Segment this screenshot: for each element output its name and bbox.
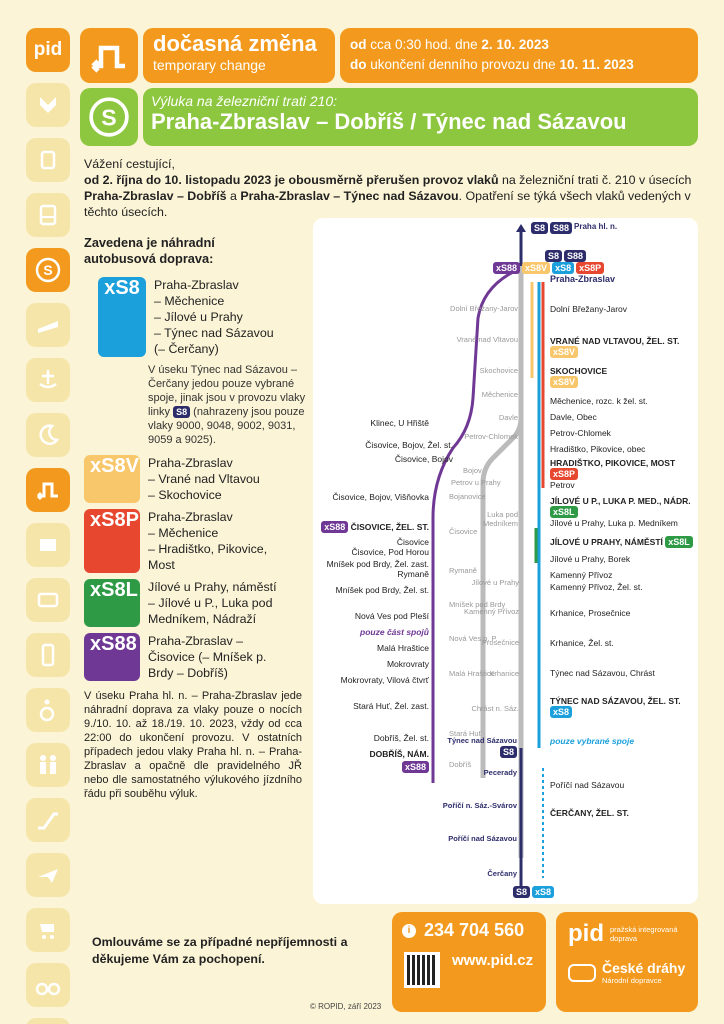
copyright: © ROPID, září 2023 [310, 1002, 382, 1011]
left-stops-3 [313, 492, 429, 773]
badge-xs88: xS88 [84, 633, 140, 681]
rail-station: Čisovice [449, 527, 478, 536]
arrow-north-icon [516, 224, 526, 232]
rail-station: Kamenný Přívoz [463, 607, 519, 616]
zbraslav-badges-top [545, 250, 586, 262]
bojov-label: Bojov [463, 466, 482, 475]
station-label: Pecerady [483, 768, 517, 777]
stop-label: Čisovice, Bojov, Žel. st. [365, 440, 453, 450]
stop-label: Krhanice, Prosečnice [550, 608, 631, 618]
stop-label: Mokrovraty, Vilová čtvrť [340, 675, 429, 685]
rail-station: Prosečnice [481, 638, 519, 647]
rail-station: Skochovice [479, 366, 518, 375]
intro-bold-3: Praha-Zbraslav – Týnec nad Sázavou [240, 189, 459, 203]
service-text: Jílové u Prahy, náměstí – Jílové u P., Luka pod Medníkem, Nádraží [148, 580, 277, 626]
cd-name: České dráhy [602, 960, 686, 976]
cd-brand [568, 960, 685, 985]
service-xs8l [84, 579, 310, 627]
closure-line-label: Výluka na železniční trati 210: [151, 93, 337, 109]
rail-station: Dobříš [449, 760, 472, 769]
stop-label: Nová Ves pod Pleší [354, 611, 429, 621]
lower-stations [433, 736, 517, 878]
intro-text-3: . Opatření se týká všech vlaků vedených v těchto úsecích. [84, 189, 691, 219]
od-label: od [350, 37, 367, 52]
title-en: temporary change [153, 57, 266, 73]
detour-icon [26, 468, 70, 512]
card-icon [26, 578, 70, 622]
route-map [313, 218, 698, 904]
apology: Omlouváme se za případné nepříjemnosti a děkujeme Vám za pochopení. [92, 935, 348, 966]
rail-station: Vrané nad Vltavou [456, 335, 518, 344]
right-stops [550, 304, 696, 818]
stroller-icon [26, 908, 70, 952]
rail-station: Krhanice [489, 669, 519, 678]
xs8v-tag: xS8V [550, 376, 578, 388]
stop-label: Jílové u Prahy, Borek [550, 554, 631, 564]
xs8v-tag: xS8V [550, 346, 578, 358]
stop-label: Davle, Obec [550, 412, 597, 422]
detour-icon [89, 36, 129, 76]
service-xs88 [84, 633, 310, 681]
ferry-icon [26, 358, 70, 402]
phone-row [402, 920, 524, 941]
ticket-icon [26, 523, 70, 567]
s88-tag: S88 [564, 250, 586, 262]
xs8l-tag: xS8L [665, 536, 693, 548]
stop-label: Malá Hraštice [377, 643, 429, 653]
svg-text:S: S [43, 262, 53, 278]
replacement-section [84, 235, 310, 801]
tram-icon [26, 138, 70, 182]
stop-label: VRANÉ NAD VLTAVOU, ŽEL. ST. [550, 336, 680, 346]
xs8p-tag-wrap [550, 468, 696, 480]
rail-labels-s8-lower [461, 578, 519, 713]
service-text: Praha-Zbraslav – Měchenice – Jílové u Prahy – Týnec nad Sázavou (– Čerčany) [154, 278, 274, 356]
rail-station: Chrást n. Sáz. [471, 704, 519, 713]
station-label: Týnec nad Sázavou [447, 736, 517, 745]
qr-code-icon [404, 952, 440, 988]
rail-station: Mníšek pod Brdy [449, 600, 506, 609]
s8-tag: S8 [531, 222, 548, 234]
xs88-end-tag-wrap [313, 761, 429, 773]
luka-label: Luka pod Medníkem [482, 510, 518, 528]
jilove-namesti [550, 536, 696, 548]
rail-station: Malá Hraštice [449, 669, 495, 678]
phone-number[interactable]: 234 704 560 [424, 920, 525, 940]
pid-subtitle: pražská integrovaná doprava [610, 925, 678, 943]
greeting: Vážení cestující, [84, 157, 175, 171]
train-s-icon [88, 96, 130, 138]
intro-text-1: na železniční trati č. 210 v úsecích [498, 173, 692, 187]
info-icon: i [402, 924, 416, 938]
note-line-badge: S8 [173, 406, 190, 418]
stop-label: DOBŘÍŠ, NÁM. [369, 749, 429, 759]
service-xs8p [84, 509, 310, 573]
stop-label: Klinec, U Hřiště [370, 418, 429, 428]
s8-tag: S8 [513, 886, 530, 898]
top-badges [531, 222, 617, 234]
website-link[interactable]: www.pid.cz [452, 952, 534, 969]
operators-box [556, 912, 698, 1012]
xs8-tag: xS8 [532, 886, 554, 898]
do-label: do [350, 57, 367, 72]
selected-service-note: pouze vybrané spoje [550, 736, 635, 746]
stop-label: ČISOVICE, ŽEL. ST. [350, 522, 429, 532]
station-label: Čerčany [487, 869, 517, 878]
service-text: Praha-Zbraslav – Měchenice – Hradištko, Pikovice, Most [148, 510, 268, 572]
bottom-tags [513, 886, 554, 898]
rail-station: Petrov-Chlomek [464, 432, 518, 441]
s8-tag: S8 [500, 746, 517, 758]
stop-label: Kamenný Přívoz, Žel. st. [550, 582, 643, 592]
xs8-tag: xS8 [552, 262, 574, 274]
xs8v-tag: xS8V [522, 262, 550, 274]
service-xs8v [84, 455, 310, 503]
stop-label: SKOCHOVICE [550, 366, 608, 376]
badge-xs8v: xS8V [84, 455, 140, 503]
closure-box [143, 88, 698, 146]
service-text: Praha-Zbraslav – Vrané nad Vltavou – Skochovice [148, 456, 260, 502]
stop-label: HRADIŠTKO, PIKOVICE, MOST [550, 458, 676, 468]
xs88-tag: xS88 [321, 521, 348, 533]
intro-text-2: a [226, 189, 241, 203]
xs8p-tag: xS8P [576, 262, 604, 274]
stop-label: Jílové u Prahy, Luka p. Medníkem [550, 518, 678, 528]
station-label: Poříčí nad Sázavou [448, 834, 517, 843]
badge-xs8: xS8 [98, 277, 146, 357]
funicular-icon [26, 303, 70, 347]
service-text: Praha-Zbraslav – Čisovice (– Mníšek p. Brdy – Dobříš) [148, 634, 267, 680]
station-label: Poříčí n. Sáz.-Svárov [442, 801, 517, 810]
note-a: V úseku Týnec nad Sázavou – Čerčany jedou pouze vybrané spoje, jinak jsou v provozu vlaky linky [148, 364, 306, 418]
s8-tag-wrap [433, 746, 517, 758]
plane-icon [26, 853, 70, 897]
pid-logo: pid [26, 28, 70, 72]
stop-label: ČERČANY, ŽEL. ST. [550, 808, 629, 818]
night-icon [26, 413, 70, 457]
od-text: cca 0:30 hod. dne [370, 37, 478, 52]
service-xs8 [84, 277, 310, 357]
cisovice-zel-st [313, 521, 429, 533]
svg-text:S: S [101, 104, 117, 131]
stop-label: Kamenný Přívoz [550, 570, 613, 580]
closure-route: Praha-Zbraslav – Dobříš / Týnec nad Sázavou [151, 109, 627, 134]
do-date: 10. 11. 2023 [559, 57, 634, 72]
stop-label: Dolní Břežany-Jarov [550, 304, 628, 314]
stop-label: JÍLOVÉ U P., LUKA P. MED., NÁDR. [550, 496, 691, 506]
rail-labels-mid [451, 478, 501, 487]
wheelchair-icon [26, 688, 70, 732]
xs88-tag: xS88 [493, 262, 520, 274]
stop-label: Dobříš, Žel. st. [373, 733, 429, 743]
stop-label: Stará Huť, Žel. zast. [353, 701, 429, 711]
left-stops [317, 418, 429, 428]
rail-station: Nová Ves p. P. [449, 634, 498, 643]
stop-label: Hradištko, Pikovice, obec [550, 444, 646, 454]
escalator-icon [26, 798, 70, 842]
stop-label: Krhanice, Žel. st. [550, 638, 614, 648]
rail-station: Rymaně [449, 566, 477, 575]
detour-badge [80, 28, 138, 83]
do-text: ukončení denního provozu dne [370, 57, 556, 72]
stop-label: Měchenice, rozc. k žel. st. [550, 396, 648, 406]
stop-label: Petrov-Chlomek [550, 428, 611, 438]
rail-station: Jílové u Prahy [471, 578, 519, 587]
partial-service-note: pouze část spojů [360, 627, 429, 637]
train-icon [26, 248, 70, 292]
s88-tag: S88 [550, 222, 572, 234]
cd-text [602, 960, 685, 985]
note-b: (nahrazeny jsou pouze vlaky 9000, 9048, 9002, 9031, 9059 a 9025). [148, 406, 305, 446]
bus-icon [26, 193, 70, 237]
stop-label: Mníšek pod Brdy, Žel. st. [335, 585, 429, 595]
metro-icon [26, 83, 70, 127]
family-icon [26, 743, 70, 787]
rail-station: Stará Huť [449, 729, 482, 738]
xs8l-tag-wrap [550, 506, 696, 518]
s8-note [148, 363, 310, 447]
replacement-heading: Zavedena je náhradní autobusová doprava: [84, 235, 215, 266]
left-stops-2 [313, 440, 453, 464]
stop-label: Čisovice, Bojov, Višňovka [332, 492, 429, 502]
validity-box [340, 28, 698, 83]
zbraslav-badges [493, 262, 604, 274]
xs8v-tag-wrap [550, 346, 696, 358]
stop-label: Čisovice, Bojov [394, 454, 453, 464]
xs8p-tag: xS8P [550, 468, 578, 480]
stop-label: Čisovice, Pod Horou [351, 547, 429, 557]
train-badge [80, 88, 138, 146]
sidebar [26, 28, 70, 1024]
stop-label: JÍLOVÉ U PRAHY, NÁMĚSTÍ [550, 537, 663, 547]
od-date: 2. 10. 2023 [481, 37, 549, 52]
s8-tag: S8 [545, 250, 562, 262]
cd-subtitle: Národní dopravce [602, 976, 662, 985]
praha-zbraslav-label: Praha-Zbraslav [550, 274, 616, 284]
stop-label: Poříčí nad Sázavou [550, 780, 625, 790]
night-note: V úseku Praha hl. n. – Praha-Zbraslav jede náhradní doprava za vlaky pouze o nocích 9./10. 10. až 18./19. 10. 2023, vždy od cca 22:00 do ukončení provozu. V ostatních případech jedou vlaky Praha hl. n. – Praha-Zbraslav a opačně dle pravidelného JŘ nebo dle samostatného výlukového jízdního řádu při souběhu výluk. [84, 690, 302, 800]
rail-station: Bojanovice [449, 492, 486, 501]
stop-label: TÝNEC NAD SÁZAVOU, ŽEL. ST. [550, 696, 681, 706]
rail-station: Petrov u Prahy [451, 478, 501, 487]
rail-station: Měchenice [481, 390, 518, 399]
stop-label: Mníšek pod Brdy, Žel. zast. Rymaně [326, 559, 429, 579]
badge-xs8l: xS8L [84, 579, 140, 627]
title-cz: dočasná změna [153, 31, 317, 56]
cd-logo-icon [568, 964, 596, 982]
xs8-tag: xS8 [550, 706, 572, 718]
xs8l-tag: xS8L [550, 506, 578, 518]
rail-labels-upper [423, 304, 518, 441]
praha-hl-n: Praha hl. n. [574, 222, 618, 231]
stop-label: Petrov [550, 480, 575, 490]
intro-bold-2: Praha-Zbraslav – Dobříš [84, 189, 227, 203]
pid-logo: pid [568, 920, 604, 947]
badge-xs8p: xS8P [84, 509, 140, 573]
xs8v-tag-wrap [550, 376, 696, 388]
stop-label: Čisovice [396, 537, 429, 547]
intro-bold-1: od 2. října do 10. listopadu 2023 je obousměrně přerušen provoz vlaků [84, 173, 499, 187]
bike-icon [26, 963, 70, 1007]
xs8-tag-wrap [550, 706, 696, 718]
temporary-change-box [143, 28, 335, 83]
contact-box [392, 912, 546, 1012]
intro-text [84, 156, 698, 220]
rail-station: Davle [498, 413, 518, 422]
rail-station: Dolní Břežany-Jarov [450, 304, 518, 313]
phone-icon [26, 633, 70, 677]
stop-label: Týnec nad Sázavou, Chrást [550, 668, 655, 678]
xs88-tag: xS88 [402, 761, 429, 773]
dog-icon [26, 1018, 70, 1024]
stop-label: Mokrovraty [386, 659, 429, 669]
pid-brand [568, 920, 680, 948]
